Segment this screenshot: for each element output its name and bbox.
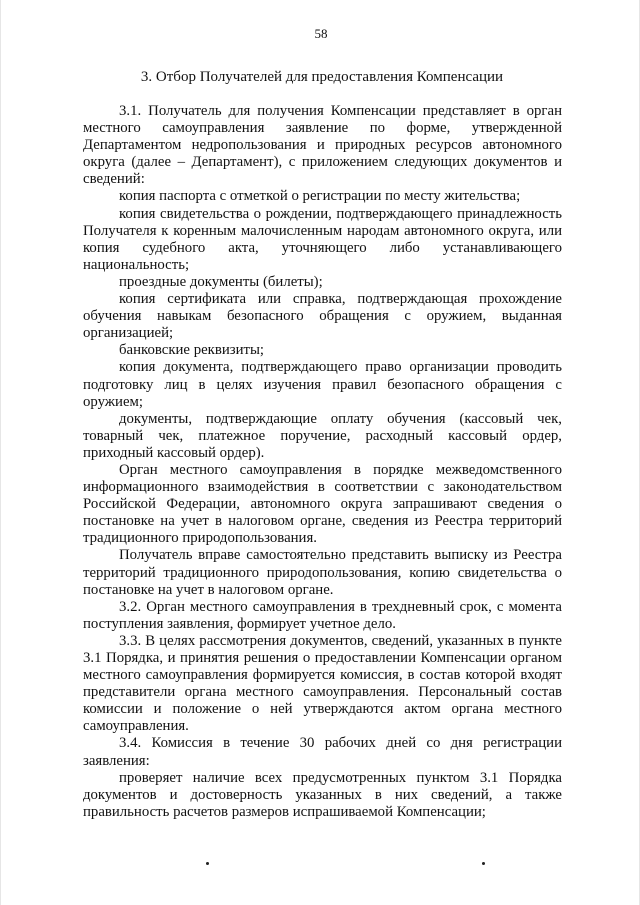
footer-dot — [482, 862, 485, 865]
list-item: копия паспорта с отметкой о регистрации по месту жительства; — [119, 188, 521, 205]
list-item: копия сертификата или справка, подтверждающая прохождение обучения навыкам безопасного обращения с оружием, выданная организацией; — [83, 291, 562, 342]
paragraph: 3.3. В целях рассмотрения документов, сведений, указанных в пункте 3.1 Порядка, и принятия решения о предоставлении Компенсации органом местного самоуправления формируется комиссия, в состав которой входят представители органа местного самоуправления. Персональный состав комиссии и положение о ней утверждаются актом органа местного самоуправления. — [83, 632, 562, 735]
list-item: копия документа, подтверждающего право организации проводить подготовку лиц в целях изучения правил безопасного обращения с оружием; — [83, 359, 562, 410]
document-body — [83, 103, 562, 821]
paragraph: 3.4. Комиссия в течение 30 рабочих дней со дня регистрации заявления: — [83, 735, 562, 769]
page-number: 58 — [314, 26, 328, 41]
section-title: 3. Отбор Получателей для предоставления Компенсации — [140, 69, 504, 85]
list-item: копия свидетельства о рождении, подтверждающего принадлежность Получателя к коренным малочисленным народам автономного округа, или копия судебного акта, уточняющего либо устанавливающего национальность; — [83, 205, 562, 273]
paragraph: 3.2. Орган местного самоуправления в трехдневный срок, с момента поступления заявления, формирует учетное дело. — [83, 598, 562, 632]
list-item: документы, подтверждающие оплату обучения (кассовый чек, товарный чек, платежное поручение, расходный кассовый ордер, приходный кассовый ордер). — [83, 410, 562, 461]
list-item: проездные документы (билеты); — [119, 273, 323, 290]
paragraph: Получатель вправе самостоятельно представить выписку из Реестра территорий традиционного природопользования, копию свидетельства о постановке на учет в налоговом органе. — [83, 547, 562, 598]
footer-dot — [206, 862, 209, 865]
paragraph: Орган местного самоуправления в порядке межведомственного информационного взаимодействия в соответствии с законодательством Российской Федерации, автономного округа запрашивают сведения о постановке на учет в налоговом органе, сведения из Реестра территорий традиционного природопользования. — [83, 461, 562, 547]
paragraph: 3.1. Получатель для получения Компенсации представляет в орган местного самоуправления заявление по форме, утвержденной Департаментом недропользования и природных ресурсов автономного округа (далее – Департамент), с приложением следующих документов и сведений: — [83, 103, 562, 188]
list-item: проверяет наличие всех предусмотренных пунктом 3.1 Порядка документов и достоверность указанных в них сведений, а также правильность расчетов размеров испрашиваемой Компенсации; — [83, 769, 562, 820]
list-item: банковские реквизиты; — [119, 342, 265, 359]
